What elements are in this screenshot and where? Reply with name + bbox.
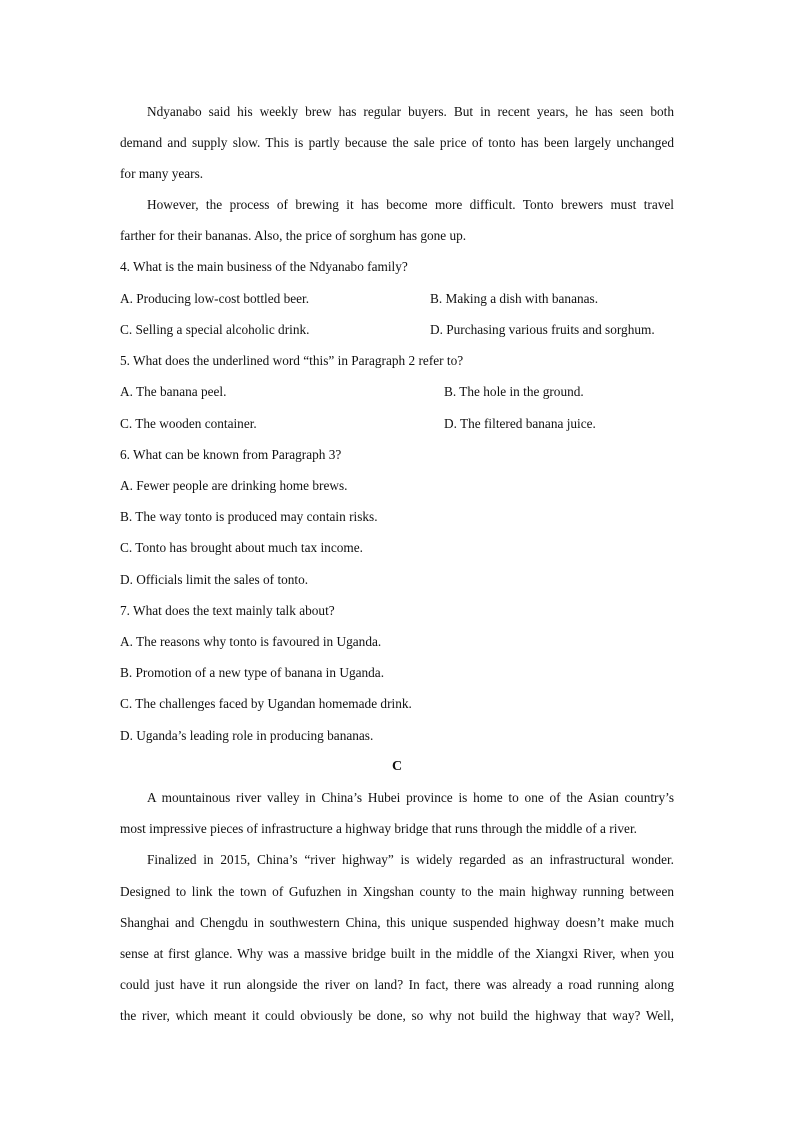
option-b: B. The hole in the ground. <box>444 384 584 399</box>
paragraph-line: farther for their bananas. Also, the price of sorghum has gone up. <box>120 228 467 243</box>
paragraph-line: demand and supply slow. This is partly because the sale price of tonto has been largely unchanged <box>120 135 674 150</box>
paragraph-line: However, the process of brewing it has become more difficult. Tonto brewers must travel <box>147 197 674 212</box>
option-c: C. The wooden container. <box>120 416 257 431</box>
option-a: A. Fewer people are drinking home brews. <box>120 478 348 493</box>
section-heading: C <box>391 759 403 774</box>
paragraph-line: Ndyanabo said his weekly brew has regular buyers. But in recent years, he has seen both <box>147 104 674 119</box>
paragraph-line: most impressive pieces of infrastructure a highway bridge that runs through the middle of a river. <box>120 821 637 836</box>
option-b: B. Making a dish with bananas. <box>430 291 599 306</box>
option-a: A. Producing low-cost bottled beer. <box>120 291 310 306</box>
question-stem: 5. What does the underlined word “this” in Paragraph 2 refer to? <box>120 353 464 368</box>
option-d: D. Officials limit the sales of tonto. <box>120 572 309 587</box>
option-d: D. Purchasing various fruits and sorghum. <box>430 322 655 337</box>
option-c: C. Tonto has brought about much tax income. <box>120 540 363 555</box>
paragraph-line: the river, which meant it could obviously be done, so why not build the highway that way? Well, <box>120 1008 674 1023</box>
question-stem: 6. What can be known from Paragraph 3? <box>120 447 342 462</box>
paragraph-line: could just have it run alongside the river on land? In fact, there was already a road running along <box>120 977 674 992</box>
paragraph-line: sense at first glance. Why was a massive bridge built in the middle of the Xiangxi River, when you <box>120 946 674 961</box>
option-b: B. The way tonto is produced may contain risks. <box>120 509 378 524</box>
question-stem: 4. What is the main business of the Ndyanabo family? <box>120 259 408 274</box>
option-c: C. The challenges faced by Ugandan homemade drink. <box>120 696 412 711</box>
option-c: C. Selling a special alcoholic drink. <box>120 322 310 337</box>
option-d: D. Uganda’s leading role in producing bananas. <box>120 728 374 743</box>
option-b: B. Promotion of a new type of banana in Uganda. <box>120 665 385 680</box>
paragraph-line: Shanghai and Chengdu in southwestern China, this unique suspended highway doesn’t make much <box>120 915 674 930</box>
option-a: A. The reasons why tonto is favoured in Uganda. <box>120 634 382 649</box>
paragraph-line: Designed to link the town of Gufuzhen in Xingshan county to the main highway running between <box>120 884 674 899</box>
option-d: D. The filtered banana juice. <box>444 416 596 431</box>
paragraph-line: for many years. <box>120 166 204 181</box>
question-stem: 7. What does the text mainly talk about? <box>120 603 335 618</box>
option-a: A. The banana peel. <box>120 384 227 399</box>
paragraph-line: Finalized in 2015, China’s “river highway” is widely regarded as an infrastructural wonder. <box>147 852 674 867</box>
paragraph-line: A mountainous river valley in China’s Hubei province is home to one of the Asian country’s <box>147 790 674 805</box>
